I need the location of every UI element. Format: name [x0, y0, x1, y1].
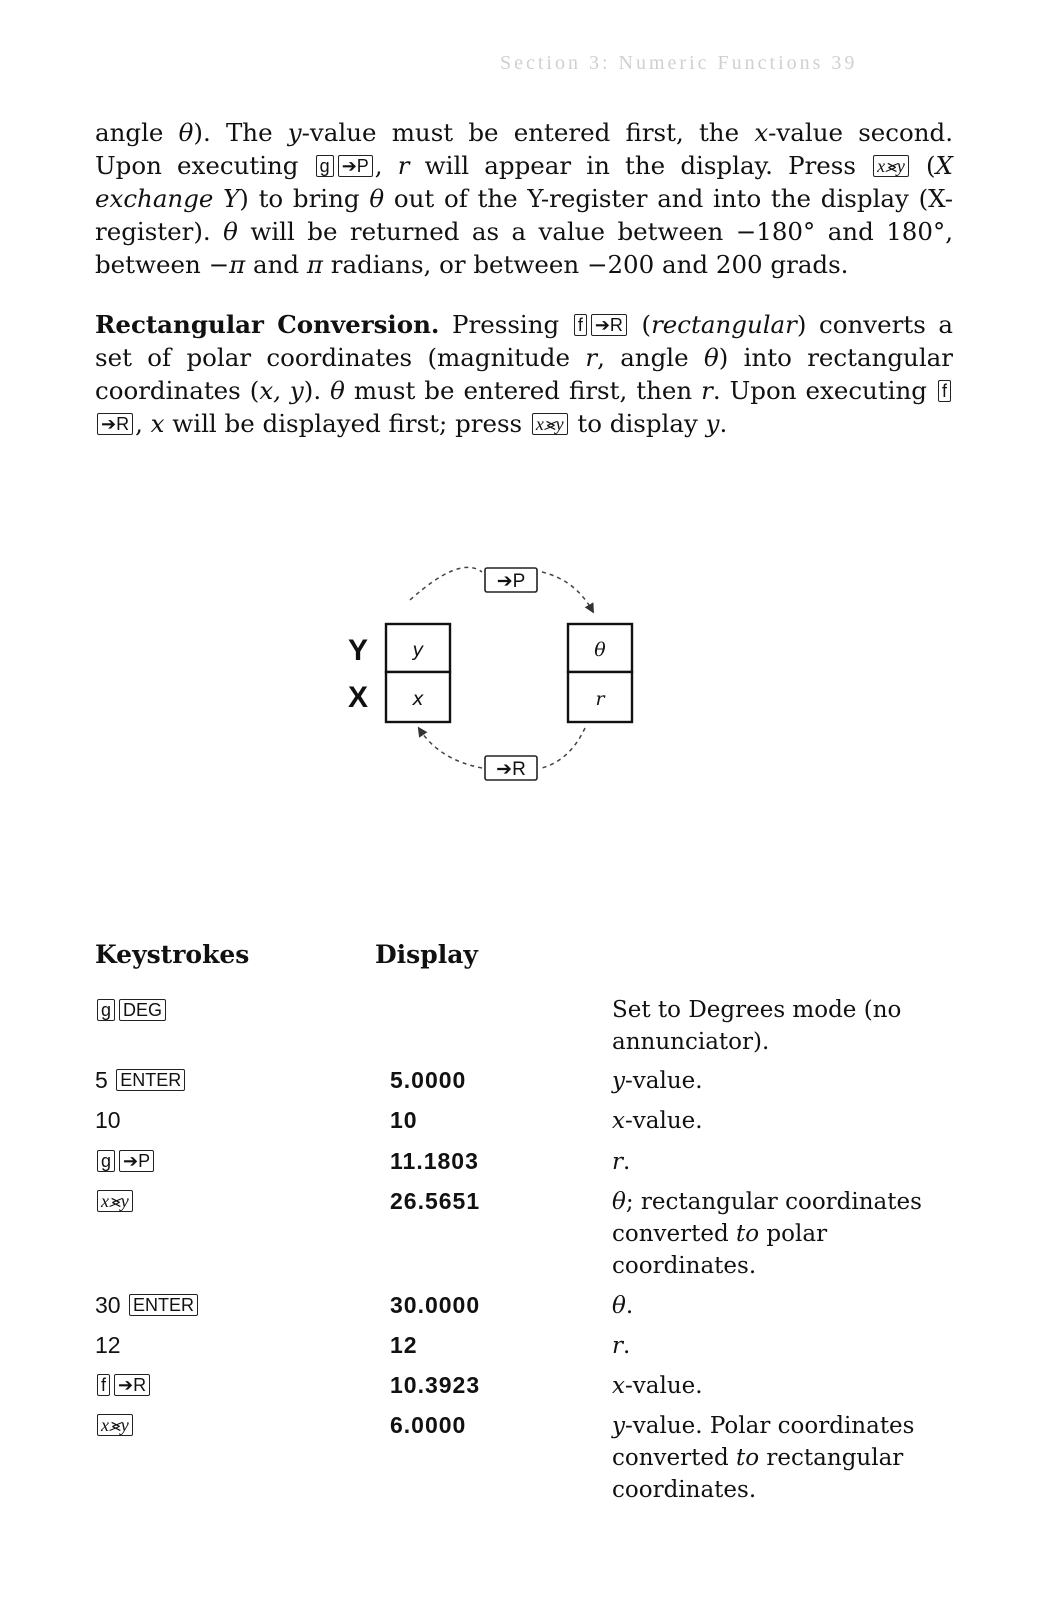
display-cell: 26.5651 [390, 1188, 481, 1214]
conversion-diagram [320, 550, 660, 800]
description-cell: r. [612, 1333, 631, 1359]
g-key: g [316, 155, 334, 177]
to-rect-key: ➔R [97, 413, 133, 435]
deg-key: DEG [119, 999, 166, 1021]
keystroke-cell [95, 1370, 152, 1400]
description-cell: x-value. [612, 1108, 703, 1134]
keystrokes-header: Keystrokes [95, 940, 250, 969]
running-head: Section 3: Numeric Functions 39 [500, 52, 858, 74]
to-polar-key: ➔P [338, 155, 373, 177]
to-polar-arrow [410, 567, 482, 600]
y-register-value: y [412, 639, 424, 661]
f-key: f [938, 380, 951, 402]
theta-register-value: θ [594, 639, 606, 661]
f-key: f [97, 1374, 110, 1396]
display-cell: 5.0000 [390, 1067, 467, 1093]
keystroke-cell [95, 995, 168, 1025]
to-rect-arrow-tail [542, 728, 585, 768]
display-cell: 6.0000 [390, 1412, 467, 1438]
description-cell: y-value. Polar coordinates converted to rectangular coordinates. [612, 1413, 915, 1503]
section-heading: Rectangular Conversion. [95, 310, 440, 339]
keystroke-cell: 10 [95, 1107, 121, 1133]
f-key: f [574, 314, 587, 336]
description-cell: θ; rectangular coordinates converted to polar coordinates. [612, 1189, 922, 1279]
x-register-value: x [412, 688, 424, 710]
x-exchange-y-key: x⪤y [97, 1190, 133, 1212]
to-polar-arrow-tail [542, 572, 592, 610]
keystroke-cell [95, 1410, 135, 1440]
description-cell: θ. [612, 1293, 634, 1319]
description-cell: r. [612, 1149, 631, 1175]
rectangular-conversion-paragraph: Rectangular Conversion. Pressing f ➔R (rectangular) converts a set of polar coordinates (magnitude r, angle θ) into rectangular coordinates (x, y). θ must be entered first, then r. Upon executing f➔R , x will be displayed first; press x⪤y to display y. [95, 310, 953, 438]
description-cell: Set to Degrees mode (no annunciator). [612, 997, 902, 1055]
keystroke-cell [95, 1146, 156, 1176]
description-cell: y-value. [612, 1068, 703, 1094]
x-exchange-y-key: x⪤y [532, 413, 568, 435]
to-rect-key: ➔R [591, 314, 627, 336]
display-cell: 30.0000 [390, 1292, 481, 1318]
x-exchange-y-key: x⪤y [873, 155, 909, 177]
x-exchange-y-key: x⪤y [97, 1414, 133, 1436]
to-rect-key-label: ➔R [496, 759, 526, 780]
display-cell: 10 [390, 1107, 418, 1133]
keystroke-cell: 30 ENTER [95, 1290, 200, 1320]
r-register-value: r [595, 688, 605, 710]
keystroke-cell: 12 [95, 1332, 121, 1358]
enter-key: ENTER [116, 1069, 185, 1091]
enter-key: ENTER [129, 1294, 198, 1316]
to-polar-key: ➔P [119, 1150, 154, 1172]
display-cell: 11.1803 [390, 1148, 479, 1174]
to-rect-key: ➔R [114, 1374, 150, 1396]
x-register-label: X [348, 681, 369, 714]
keystroke-cell [95, 1186, 135, 1216]
g-key: g [97, 1150, 115, 1172]
polar-conversion-paragraph: angle θ). The y-value must be entered first, the x-value second. Upon executing g ➔P , r will appear in the display. Press x⪤y (X exchange Y) to bring θ out of the Y-register and into the display (X-register). θ will be returned as a value between −180° and 180°, between −π and π radians, or between −200 and 200 grads. [95, 118, 953, 279]
display-cell: 10.3923 [390, 1372, 481, 1398]
to-polar-key-label: ➔P [496, 571, 526, 592]
display-cell: 12 [390, 1332, 418, 1358]
y-register-label: Y [348, 634, 369, 667]
keystroke-cell: 5 ENTER [95, 1065, 187, 1095]
description-cell: x-value. [612, 1373, 703, 1399]
g-key: g [97, 999, 115, 1021]
display-header: Display [375, 940, 478, 969]
to-rect-arrow [420, 730, 482, 768]
